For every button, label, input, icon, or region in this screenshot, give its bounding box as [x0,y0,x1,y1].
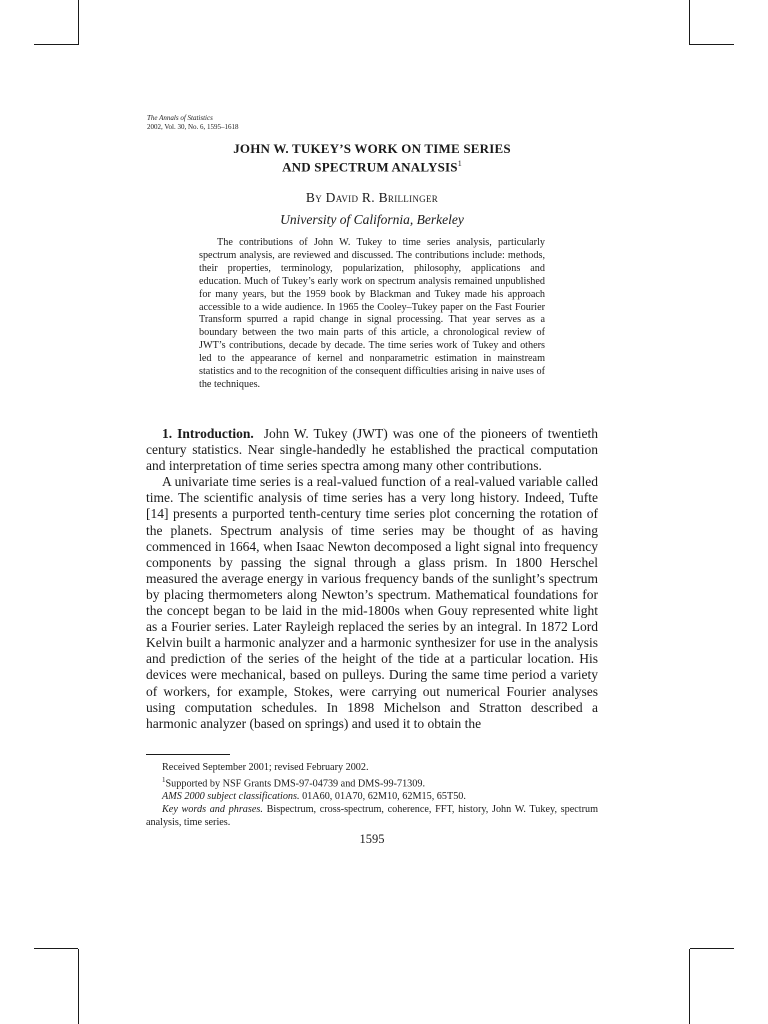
journal-name: The Annals of Statistics [147,114,213,122]
ams-classification [146,790,598,803]
section-heading: 1. Introduction. [162,426,254,441]
intro-paragraph-1 [146,426,598,474]
crop-mark [689,0,690,45]
crop-mark [690,948,734,949]
volume-line: 2002, Vol. 30, No. 6, 1595–1618 [147,123,239,131]
title-line-1: JOHN W. TUKEY’S WORK ON TIME SERIES [233,141,511,156]
journal-header [147,114,239,132]
paper-title [147,141,597,174]
author-affiliation: University of California, Berkeley [280,212,464,227]
crop-mark [690,44,734,45]
title-footnote-mark: 1 [457,159,462,168]
footnote-rule [146,754,230,755]
support-footnote-mark: 1 [162,776,166,784]
crop-mark [78,949,79,1024]
keywords-label: Key words and phrases. [162,804,263,816]
intro-paragraph-2: A univariate time series is a real-valued function of a real-valued variable called time. The scientific analysis of time series has a very long history. Indeed, Tufte [14] presents a purported tenth-century time series plot concerning the rotation of the planets. Spectrum analysis of time series may be thought of as having commenced in 1664, when Isaac Newton decomposed a light signal into frequency components by passing the signal through a glass prism. In 1800 Herschel measured the average energy in various frequency bands of the sunlight’s spectrum by placing thermometers along Newton’s spectrum. Mathematical foundations for the concept began to be laid in the mid-1800s when Gouy represented white light as a Fourier series. Later Rayleigh replaced the series by an integral. In 1872 Lord Kelvin built a harmonic analyzer and a harmonic synthesizer for use in the analysis and prediction of the series of the height of the tide at a particular location. His devices were mechanical, based on pulleys. During the same time period a variety of workers, for example, Stokes, were carrying out numerical Fourier analyses using computation schedules. In 1898 Michelson and Stratton described a harmonic analyzer (based on springs) and used it to obtain the [146,474,598,731]
abstract [199,237,545,392]
page-number: 1595 [359,832,385,846]
keywords [146,803,598,829]
received-note: Received September 2001; revised February 2002. [162,762,369,773]
main-text [146,426,598,732]
support-text: Supported by NSF Grants DMS-97-04739 and DMS-99-71309. [165,778,425,790]
intro-paragraph-1-text: John W. Tukey (JWT) was one of the pioneers of twentieth century statistics. Near single-handedly he established the practical computation and interpretation of time series spectra among many other contributions. [146,426,598,474]
abstract-text: The contributions of John W. Tukey to time series analysis, particularly spectrum analysis, are reviewed and discussed. The contributions include: methods, their properties, terminology, popularization, philosophy, applications and education. Much of Tukey’s early work on spectrum analysis remained unpublished for many years, but the 1959 book by Blackman and Tukey made his approach accessible to a wide audience. In 1965 the Cooley–Tukey paper on the Fast Fourier Transform spurred a rapid change in signal processing. That year serves as a boundary between the two main parts of this article, a chronological review of JWT’s contributions, decade by decade. The time series work of Tukey and others led to the appearance of kernel and nonparametric estimation in mainstream statistics and to the recognition of the consequent difficulties arising in naive uses of the techniques. [199,237,545,390]
crop-mark [78,0,79,45]
ams-label: AMS 2000 subject classifications. [162,791,300,803]
ams-codes: 01A60, 01A70, 62M10, 62M15, 65T50. [299,791,466,803]
author-name: By David R. Brillinger [305,190,439,205]
title-line-2 [147,156,597,174]
support-note [146,774,598,790]
crop-mark [34,44,78,45]
title-line-2-text: AND SPECTRUM ANALYSIS [282,159,458,175]
footnotes [146,761,598,829]
crop-mark [689,949,690,1024]
crop-mark [34,948,78,949]
keywords-text: Bispectrum, cross-spectrum, coherence, FFT, history, John W. Tukey, spectrum analysis, time series. [146,804,598,829]
